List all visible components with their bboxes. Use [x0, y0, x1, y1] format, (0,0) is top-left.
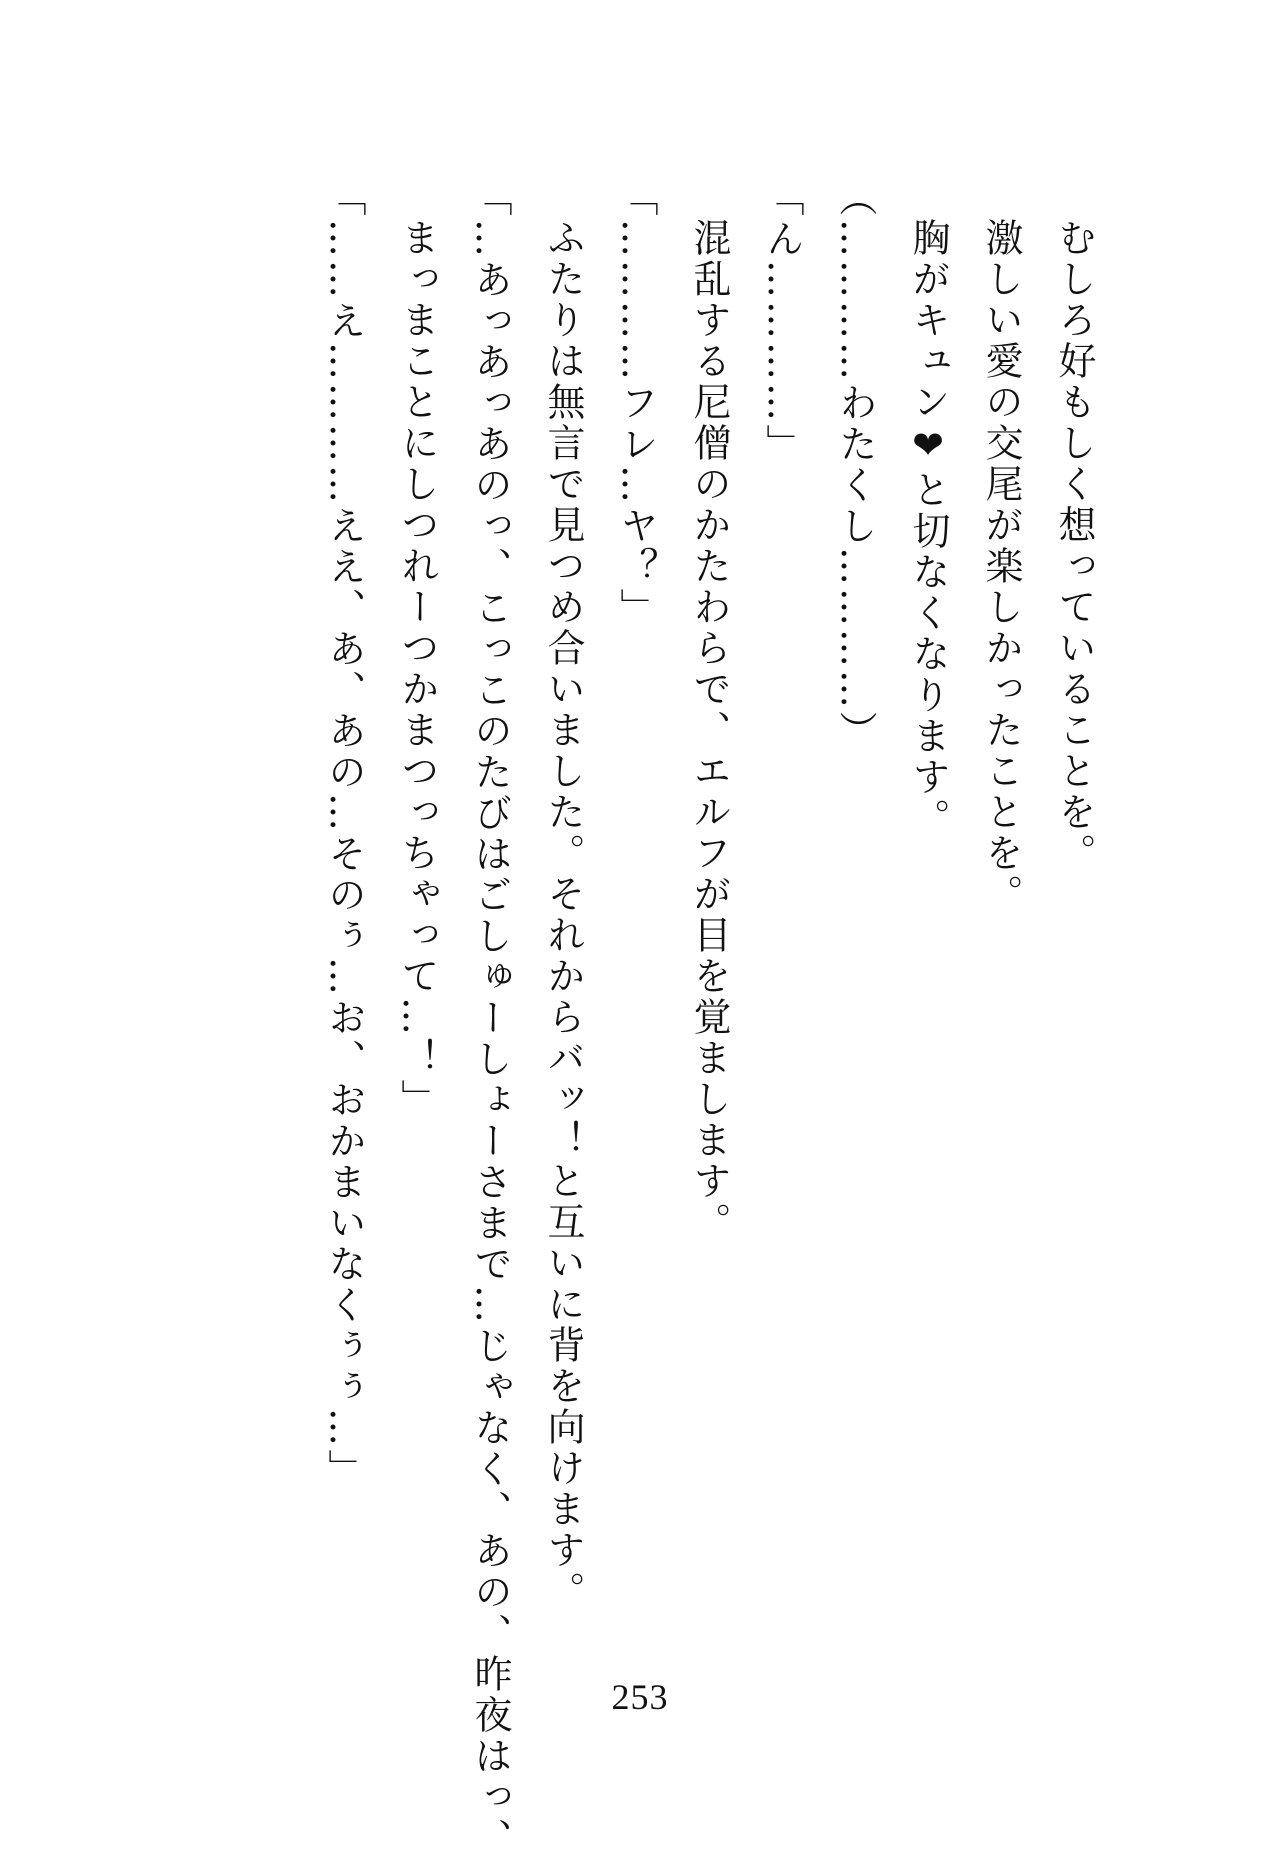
page-number: 253 — [611, 1677, 669, 1717]
text-line-10: 「…あっあっあのっ、こっこのたびはごしゅーしょーさまで…じゃなく、あの、昨夜はっ、 — [468, 178, 512, 1859]
text-line-9: ふたりは無言で見つめ合いました。それからバッ！と互いに背を向けます。 — [541, 218, 585, 1612]
text-line-6: 「ん…………」 — [760, 178, 804, 465]
text-line-7: 混乱する尼僧のかたわらで、エルフが目を覚まします。 — [687, 218, 731, 1243]
text-line-12: 「……え…………ええ、あ、あの…そのぅ…お、おかまいなくぅぅ…」 — [322, 178, 366, 1490]
text-line-11: まっまことにしつれーつかまつっちゃって…！」 — [395, 218, 439, 1120]
text-line-2: 激しい愛の交尾が楽しかったことを。 — [979, 218, 1023, 915]
text-line-1: むしろ好もしく想っていることを。 — [1052, 218, 1096, 874]
text-line-8: 「…………フレ…ヤ？」 — [614, 178, 658, 629]
text-line-3: 胸がキュン❤と切なくなります。 — [906, 218, 950, 839]
text-line-4: （…………わたくし…………） — [833, 178, 877, 752]
